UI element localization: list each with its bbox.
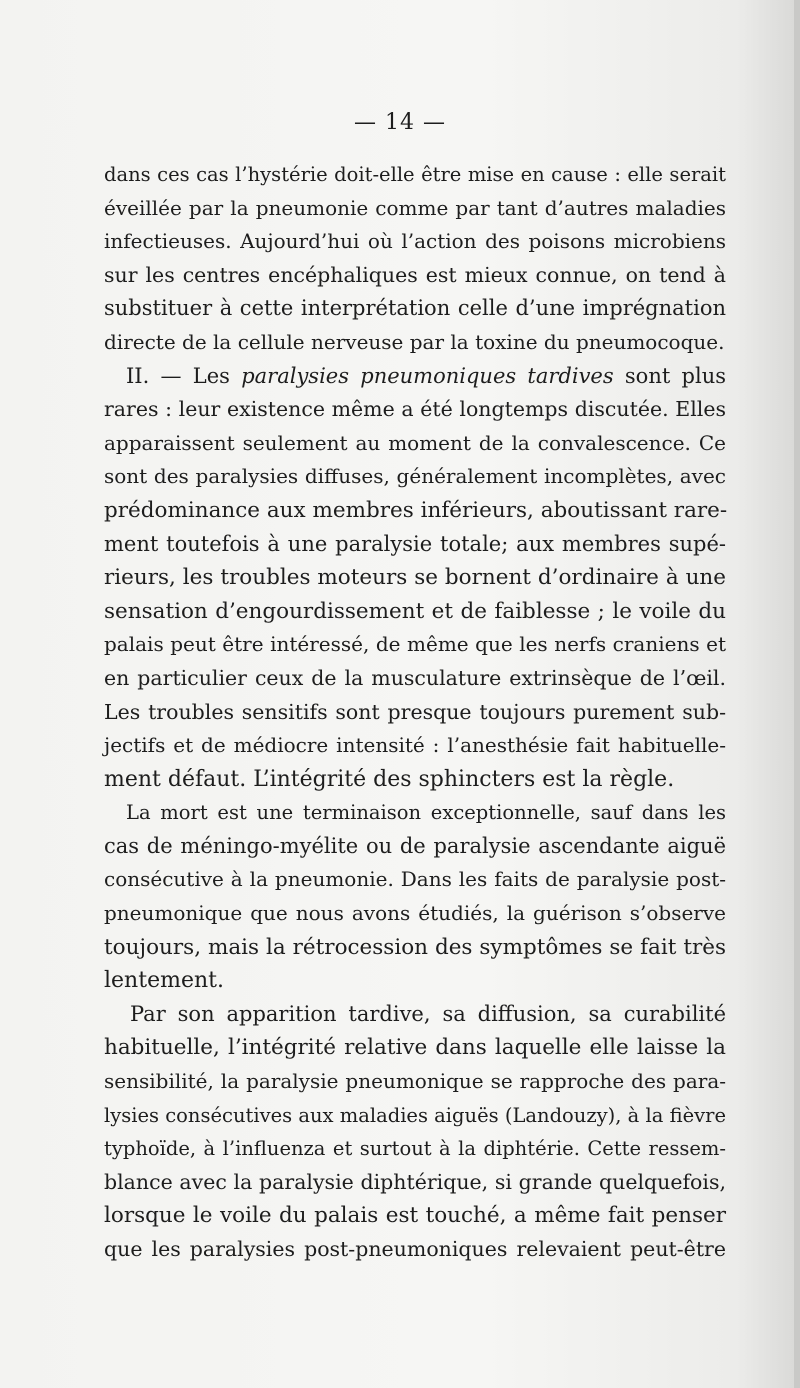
text-line: consécutive à la pneumonie. Dans les faits de paralysie post-	[104, 867, 726, 892]
text-line: rares : leur existence même a été longtemps discutée. Elles	[104, 397, 726, 422]
text-line: habituelle, l’intégrité relative dans laquelle elle laisse la	[104, 1035, 726, 1061]
page-number: — 14 —	[354, 110, 446, 135]
heading-prefix: II. — Les	[126, 363, 242, 388]
text-line: que les paralysies post-pneumoniques relevaient peut-être	[104, 1237, 726, 1261]
text-line: toujours, mais la rétrocession des symptômes se fait très	[104, 934, 726, 960]
text-line: apparaissent seulement au moment de la convalescence. Ce	[104, 430, 726, 455]
text-line: en particulier ceux de la musculature extrinsèque de l’œil.	[104, 665, 726, 690]
section-heading-line	[104, 360, 726, 394]
text-line: prédominance aux membres inférieurs, aboutissant rare-	[104, 497, 728, 523]
text-line: lysies consécutives aux maladies aiguës (Landouzy), à la fièvre	[104, 1103, 726, 1127]
text-line: lentement.	[104, 968, 224, 994]
text-line: Par son apparition tardive, sa diffusion, sa curabilité	[130, 1001, 726, 1026]
text-line: éveillée par la pneumonie comme par tant d’autres maladies	[104, 195, 726, 220]
text-line: sensation d’engourdissement et de faiblesse ; le voile du	[104, 598, 726, 624]
text-line: substituer à cette interprétation celle d’une imprégnation	[104, 296, 726, 321]
text-line: typhoïde, à l’influenza et surtout à la diphtérie. Cette ressem-	[104, 1137, 726, 1161]
body-text	[104, 158, 726, 1267]
text-line: sensibilité, la paralysie pneumonique se rapproche des para-	[104, 1069, 726, 1094]
text-line: blance avec la paralysie diphtérique, si grande quelquefois,	[104, 1169, 726, 1194]
text-line: lorsque le voile du palais est touché, a même fait penser	[104, 1203, 726, 1229]
text-line: La mort est une terminaison exceptionnelle, sauf dans les	[126, 801, 726, 825]
text-line: sur les centres encéphaliques est mieux connue, on tend à	[104, 262, 726, 287]
text-line: Les troubles sensitifs sont presque toujours purement sub-	[104, 699, 726, 724]
heading-suffix: sont plus	[613, 363, 727, 388]
page-edge-shadow	[794, 0, 800, 1388]
text-line: ment toutefois à une paralysie totale; aux membres supé-	[104, 531, 726, 556]
text-line: pneumonique que nous avons étudiés, la guérison s’observe	[104, 901, 726, 926]
text-line: infectieuses. Aujourd’hui où l’action des poisons microbiens	[104, 229, 726, 254]
text-line: jectifs et de médiocre intensité : l’anesthésie fait habituelle-	[104, 733, 726, 758]
text-line: ment défaut. L’intégrité des sphincters est la règle.	[104, 766, 675, 792]
text-line: sont des paralysies diffuses, généralement incomplètes, avec	[104, 464, 726, 489]
emphasized-term: paralysies pneumoniques tardives	[241, 363, 614, 388]
text-line: directe de la cellule nerveuse par la toxine du pneumocoque.	[104, 329, 725, 354]
text-line: cas de méningo-myélite ou de paralysie ascendante aiguë	[104, 833, 726, 858]
text-line: rieurs, les troubles moteurs se bornent d’ordinaire à une	[104, 565, 726, 591]
text-line: palais peut être intéressé, de même que les nerfs craniens et	[104, 632, 726, 657]
text-line: dans ces cas l’hystérie doit-elle être mise en cause : elle serait	[104, 163, 726, 186]
